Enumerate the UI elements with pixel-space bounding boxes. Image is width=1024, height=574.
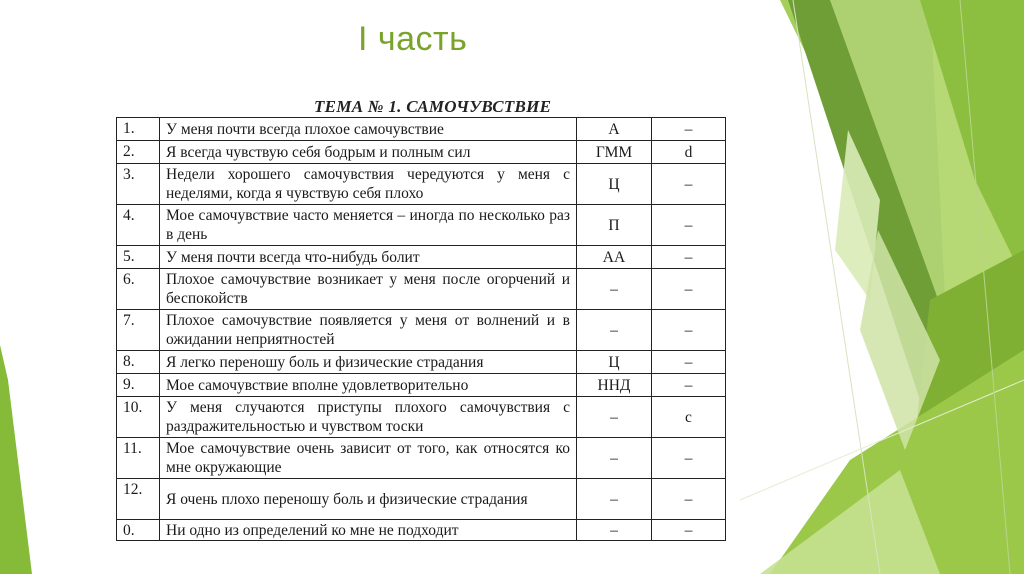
row-statement: У меня почти всегда что-нибудь болит xyxy=(160,246,577,269)
table-row xyxy=(117,479,726,520)
table-row xyxy=(117,397,726,438)
table-title: ТЕМА № 1. САМОЧУВСТВИЕ xyxy=(314,97,552,116)
row-number: 1. xyxy=(117,118,160,141)
row-mark: – xyxy=(652,520,726,541)
table-row xyxy=(117,374,726,397)
row-statement: Мое самочувствие вполне удовлетворительно xyxy=(160,374,577,397)
row-code: – xyxy=(577,438,652,479)
table-row xyxy=(117,164,726,205)
row-statement: Недели хорошего самочувствия чередуются у меня с неделями, когда я чувствую себя плохо xyxy=(160,164,577,205)
row-mark: d xyxy=(652,141,726,164)
row-statement: Я всегда чувствую себя бодрым и полным сил xyxy=(160,141,577,164)
row-mark: – xyxy=(652,246,726,269)
table-row xyxy=(117,438,726,479)
row-code: Ц xyxy=(577,351,652,374)
row-statement: Плохое самочувствие появляется у меня от волнений и в ожидании неприятностей xyxy=(160,310,577,351)
row-statement: Я легко переношу боль и физические страдания xyxy=(160,351,577,374)
row-mark: – xyxy=(652,118,726,141)
row-number: 0. xyxy=(117,520,160,541)
row-code: ННД xyxy=(577,374,652,397)
slide-title: I часть xyxy=(358,20,468,58)
table-row xyxy=(117,520,726,541)
table-row xyxy=(117,310,726,351)
row-number: 12. xyxy=(117,479,160,520)
row-mark: с xyxy=(652,397,726,438)
row-code: А xyxy=(577,118,652,141)
row-code: ГММ xyxy=(577,141,652,164)
row-mark: – xyxy=(652,205,726,246)
row-number: 7. xyxy=(117,310,160,351)
row-mark: – xyxy=(652,351,726,374)
row-mark: – xyxy=(652,164,726,205)
questionnaire-table xyxy=(116,117,726,541)
row-number: 11. xyxy=(117,438,160,479)
row-statement: Я очень плохо переношу боль и физические страдания xyxy=(160,479,577,520)
row-code: – xyxy=(577,520,652,541)
table-row xyxy=(117,246,726,269)
table-row xyxy=(117,351,726,374)
table-row xyxy=(117,118,726,141)
row-number: 3. xyxy=(117,164,160,205)
row-number: 4. xyxy=(117,205,160,246)
row-mark: – xyxy=(652,438,726,479)
row-mark: – xyxy=(652,479,726,520)
table-row xyxy=(117,205,726,246)
row-number: 2. xyxy=(117,141,160,164)
row-code: – xyxy=(577,397,652,438)
row-mark: – xyxy=(652,374,726,397)
row-statement: Мое самочувствие часто меняется – иногда по несколько раз в день xyxy=(160,205,577,246)
row-code: – xyxy=(577,310,652,351)
row-code: АА xyxy=(577,246,652,269)
table-row xyxy=(117,141,726,164)
row-statement: У меня случаются приступы плохого самочувствия с раздражительностью и чувством тоски xyxy=(160,397,577,438)
row-number: 5. xyxy=(117,246,160,269)
row-code: Ц xyxy=(577,164,652,205)
row-mark: – xyxy=(652,269,726,310)
row-number: 6. xyxy=(117,269,160,310)
row-statement: Плохое самочувствие возникает у меня после огорчений и беспокойств xyxy=(160,269,577,310)
row-code: П xyxy=(577,205,652,246)
table-row xyxy=(117,269,726,310)
row-statement: Ни одно из определений ко мне не подходит xyxy=(160,520,577,541)
row-code: – xyxy=(577,479,652,520)
row-statement: Мое самочувствие очень зависит от того, как относятся ко мне окружающие xyxy=(160,438,577,479)
row-number: 8. xyxy=(117,351,160,374)
row-number: 10. xyxy=(117,397,160,438)
row-code: – xyxy=(577,269,652,310)
row-statement: У меня почти всегда плохое самочувствие xyxy=(160,118,577,141)
row-mark: – xyxy=(652,310,726,351)
row-number: 9. xyxy=(117,374,160,397)
